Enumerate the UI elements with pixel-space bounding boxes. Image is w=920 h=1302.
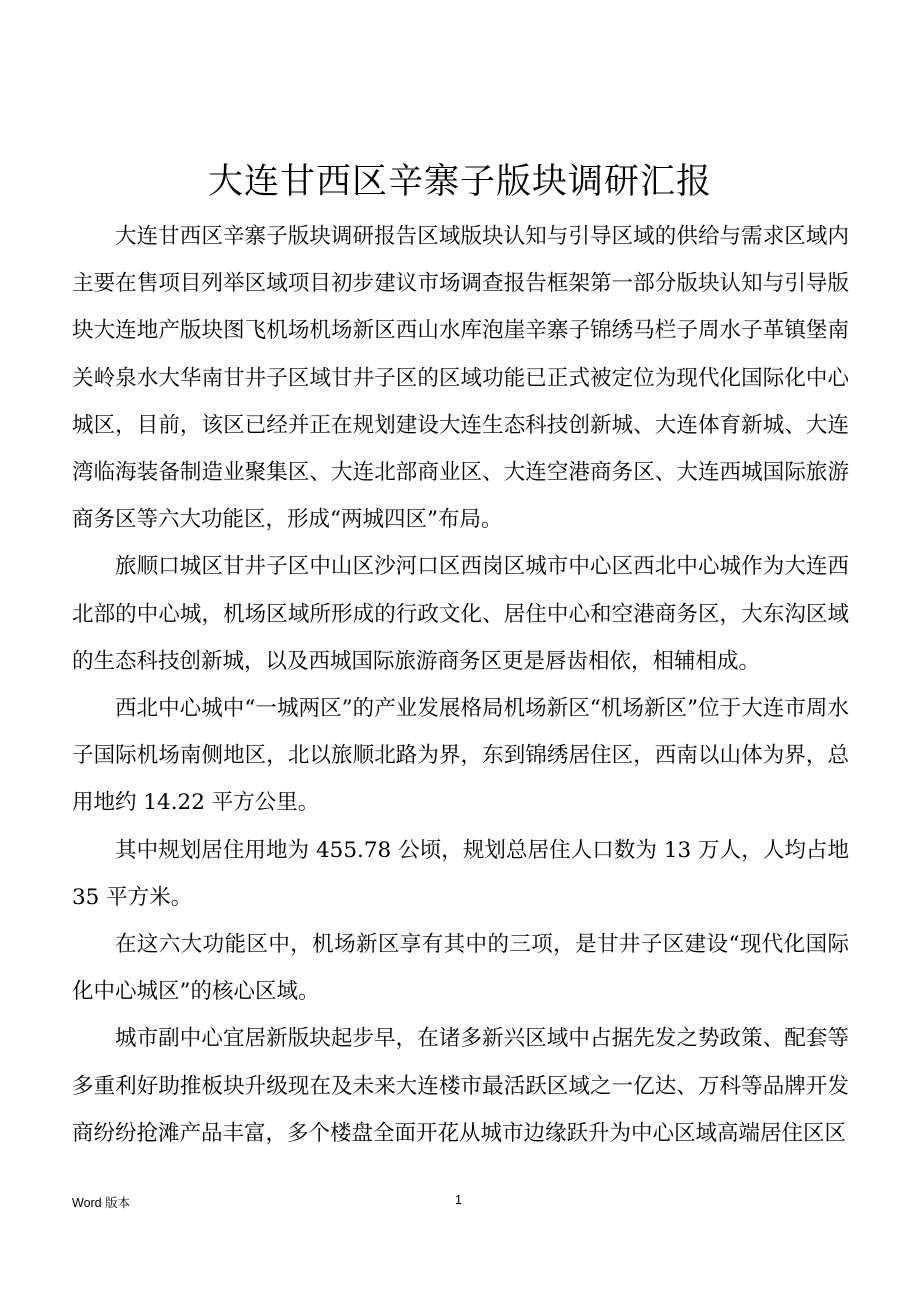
paragraph-6: 城市副中心宜居新版块起步早，在诸多新兴区域中占据先发之势政策、配套等多重利好助推板块升级现在及未来大连楼市最活跃区域之一亿达、万科等品牌开发商纷纷抢滩产品丰富，多个楼盘全面开花从城市边缘跃升为中心区域高端居住区区 [72, 1026, 849, 1146]
paragraph-1: 大连甘西区辛寨子版块调研报告区域版块认知与引导区域的供给与需求区域内主要在售项目列举区域项目初步建议市场调查报告框架第一部分版块认知与引导版块大连地产版块图飞机场机场新区西山水库泡崖辛寨子锦绣马栏子周水子革镇堡南关岭泉水大华南甘井子区域甘井子区的区域功能已正式被定位为现代化国际化中心城区，目前，该区已经并正在规划建设大连生态科技创新城、大连体育新城、大连湾临海装备制造业聚集区、大连北部商业区、大连空港商务区、大连西城国际旅游商务区等六大功能区，形成“两城四区”布局。 [72, 224, 849, 533]
paragraph-3: 西北中心城中“一城两区”的产业发展格局机场新区“机场新区”位于大连市周水子国际机场南侧地区，北以旅顺北路为界，东到锦绣居住区，西南以山体为界，总用地约 14.22 平方公里。 [72, 696, 849, 816]
document-body [72, 213, 849, 1157]
footer-version-label: Word 版本 [72, 1196, 131, 1210]
paragraph-2: 旅顺口城区甘井子区中山区沙河口区西岗区城市中心区西北中心城作为大连西北部的中心城，机场区域所形成的行政文化、居住中心和空港商务区，大东沟区域的生态科技创新城，以及西城国际旅游商务区更是唇齿相依，相辅相成。 [72, 554, 849, 674]
paragraph-5: 在这六大功能区中，机场新区享有其中的三项，是甘井子区建设“现代化国际化中心城区”的核心区域。 [72, 932, 849, 1005]
paragraph-4: 其中规划居住用地为 455.78 公顷，规划总居住人口数为 13 万人，人均占地 35 平方米。 [72, 837, 849, 910]
footer-page-number: 1 [455, 1193, 462, 1207]
document-title: 大连甘西区辛寨子版块调研汇报 [207, 162, 712, 203]
